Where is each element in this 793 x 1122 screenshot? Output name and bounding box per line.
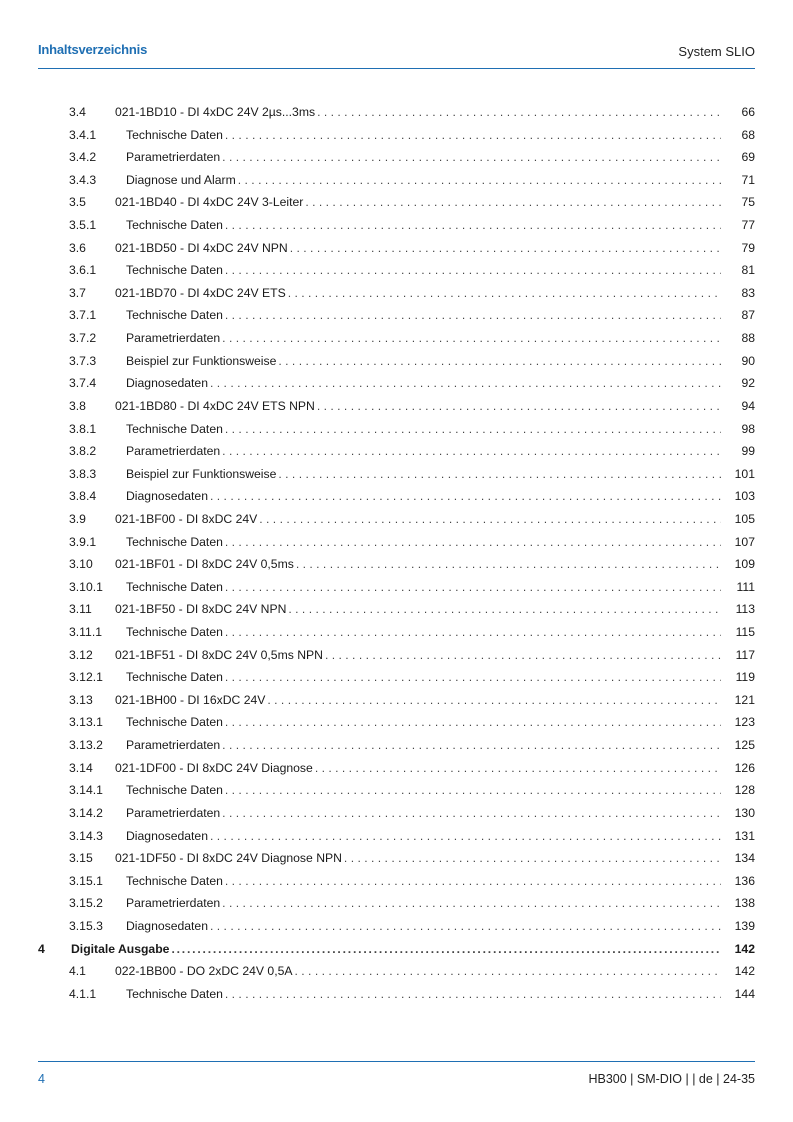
toc-dot-leader [225,418,721,441]
toc-entry-title-wrap [115,689,721,712]
toc-entry-title-wrap [115,960,721,983]
toc-entry-page[interactable]: 126 [734,760,755,775]
toc-entry-number: 4.1 [69,964,86,979]
toc-entry-number: 3.7.4 [69,376,97,391]
toc-entry-title[interactable]: Diagnosedaten [126,918,208,933]
toc-entry-title-wrap [115,191,721,214]
toc-entry-title-wrap [126,169,721,192]
toc-entry-number: 3.15.1 [69,873,103,888]
toc-entry-page[interactable]: 90 [741,353,755,368]
toc-entry-page[interactable]: 98 [741,421,755,436]
toc-dot-leader [225,870,721,893]
toc-dot-leader [225,259,721,282]
toc-dot-leader [225,124,721,147]
toc-entry-number: 3.7.1 [69,308,97,323]
toc-dot-leader [225,576,721,599]
toc-entry-title-wrap [126,734,721,757]
toc-entry-page[interactable]: 75 [741,195,755,210]
toc-entry-title[interactable]: Parametrierdaten [126,331,221,346]
toc-entry[interactable] [38,463,755,486]
toc-entry-title-wrap [115,237,721,260]
toc-entry-number: 3.14.3 [69,828,103,843]
toc-entry-title-wrap [115,644,721,667]
toc-entry-number: 3.14.2 [69,805,103,820]
toc-entry-title-wrap [126,485,721,508]
toc-entry-title-wrap [126,915,721,938]
toc-entry-page[interactable]: 99 [741,444,755,459]
toc-entry[interactable] [38,666,755,689]
toc-entry-page[interactable]: 88 [741,331,755,346]
toc-entry-title[interactable]: 021-1DF00 - DI 8xDC 24V Diagnose [115,760,313,775]
toc-dot-leader [210,372,721,395]
toc-entry[interactable] [38,395,755,418]
toc-entry-number: 3.15 [69,851,93,866]
toc-entry-page[interactable]: 139 [734,918,755,933]
toc-entry-page[interactable]: 68 [741,127,755,142]
toc-entry-title[interactable]: Digitale Ausgabe [71,941,170,956]
toc-entry-title[interactable]: Technische Daten [126,534,223,549]
toc-entry-title[interactable]: 021-1BD70 - DI 4xDC 24V ETS [115,285,286,300]
toc-entry[interactable] [38,553,755,576]
toc-entry-number: 3.10.1 [69,579,103,594]
toc-entry[interactable] [38,531,755,554]
toc-entry-title[interactable]: Technische Daten [126,127,223,142]
header-divider [38,68,755,69]
toc-entry[interactable] [38,418,755,441]
toc-entry[interactable] [38,576,755,599]
toc-entry[interactable] [38,485,755,508]
toc-entry[interactable] [38,915,755,938]
toc-entry-title-wrap [126,666,721,689]
toc-dot-leader [288,282,721,305]
toc-entry-number: 3.5 [69,195,86,210]
toc-entry-page[interactable]: 113 [735,602,755,617]
toc-entry-page[interactable]: 125 [734,738,755,753]
toc-entry-page[interactable]: 94 [741,398,755,413]
toc-entry-page[interactable]: 69 [741,150,755,165]
toc-entry-number: 3.10 [69,557,93,572]
toc-entry-page[interactable]: 107 [734,534,755,549]
toc-dot-leader [222,440,721,463]
toc-entry[interactable] [38,214,755,237]
toc-entry[interactable] [38,508,755,531]
toc-dot-leader [225,304,721,327]
toc-entry-number: 3.13 [69,692,93,707]
toc-entry-title-wrap [126,327,721,350]
toc-entry-title-wrap [71,938,721,961]
toc-entry-page[interactable]: 92 [741,376,755,391]
toc-entry[interactable] [38,938,755,961]
toc-entry[interactable] [38,825,755,848]
toc-entry[interactable] [38,621,755,644]
toc-entry[interactable] [38,191,755,214]
toc-entry[interactable] [38,237,755,260]
toc-dot-leader [317,101,721,124]
toc-entry[interactable] [38,779,755,802]
toc-entry-title[interactable]: Technische Daten [126,625,223,640]
toc-entry-page[interactable]: 101 [734,466,755,481]
toc-entry-title[interactable]: 021-1BF01 - DI 8xDC 24V 0,5ms [115,557,294,572]
toc-dot-leader [305,191,721,214]
toc-entry-title-wrap [126,531,721,554]
toc-entry[interactable] [38,757,755,780]
toc-dot-leader [225,531,721,554]
toc-entry-title-wrap [126,440,721,463]
footer-divider [38,1061,755,1062]
table-of-contents [38,101,755,1005]
toc-entry-page[interactable]: 144 [734,986,755,1001]
toc-entry-page[interactable]: 138 [734,896,755,911]
toc-entry-number: 3.4.1 [69,127,97,142]
toc-entry-title[interactable]: 021-1BF50 - DI 8xDC 24V NPN [115,602,287,617]
toc-entry-number: 3.8.4 [69,489,97,504]
toc-entry-page[interactable]: 136 [734,873,755,888]
toc-entry-number: 3.8 [69,398,86,413]
toc-entry-title-wrap [126,779,721,802]
footer-doc-reference: HB300 | SM-DIO | | de | 24-35 [588,1072,755,1086]
toc-dot-leader [344,847,721,870]
toc-entry-number: 3.12.1 [69,670,103,685]
toc-entry-title[interactable]: Parametrierdaten [126,896,221,911]
product-name: System SLIO [678,44,755,59]
toc-dot-leader [225,711,721,734]
toc-entry-title[interactable]: Technische Daten [126,263,223,278]
toc-entry-title[interactable]: Parametrierdaten [126,150,221,165]
toc-dot-leader [222,892,721,915]
toc-entry-page[interactable]: 128 [734,783,755,798]
toc-entry-title-wrap [126,146,721,169]
toc-entry[interactable] [38,372,755,395]
toc-entry-title-wrap [126,214,721,237]
toc-entry-number: 3.9 [69,511,86,526]
toc-entry-number: 3.6 [69,240,86,255]
toc-entry[interactable] [38,983,755,1006]
toc-entry-title[interactable]: Diagnosedaten [126,489,208,504]
toc-entry-page[interactable]: 111 [736,579,755,594]
toc-dot-leader [225,621,721,644]
toc-entry-number: 3.6.1 [69,263,97,278]
toc-entry-title-wrap [126,892,721,915]
toc-entry-title[interactable]: 021-1BD40 - DI 4xDC 24V 3-Leiter [115,195,304,210]
toc-dot-leader [222,802,721,825]
toc-dot-leader [238,169,721,192]
toc-entry-number: 3.5.1 [69,218,97,233]
toc-entry-number: 3.7.2 [69,331,97,346]
toc-entry[interactable] [38,440,755,463]
toc-entry-title-wrap [126,372,721,395]
toc-entry-number: 3.4 [69,105,86,119]
toc-entry-title[interactable]: Technische Daten [126,218,223,233]
toc-entry-number: 3.14 [69,760,93,775]
toc-entry-number: 4.1.1 [69,986,97,1001]
toc-entry[interactable] [38,282,755,305]
toc-dot-leader [210,915,721,938]
toc-entry-number: 3.7 [69,285,86,300]
toc-entry-title-wrap [126,304,721,327]
toc-entry-number: 3.13.1 [69,715,103,730]
toc-entry-title[interactable]: Diagnose und Alarm [126,172,236,187]
toc-entry-page[interactable]: 115 [735,625,755,640]
toc-entry[interactable] [38,304,755,327]
footer-page-number: 4 [38,1072,45,1086]
toc-dot-leader [278,463,721,486]
toc-entry[interactable] [38,598,755,621]
toc-entry-page[interactable]: 87 [741,308,755,323]
toc-dot-leader [222,734,721,757]
toc-entry-number: 3.8.3 [69,466,97,481]
toc-entry-page[interactable]: 142 [734,964,755,979]
toc-entry-page[interactable]: 83 [741,285,755,300]
toc-entry-title-wrap [126,259,721,282]
toc-entry-title-wrap [126,802,721,825]
toc-entry-page[interactable]: 105 [734,511,755,526]
toc-entry-title-wrap [126,350,721,373]
toc-dot-leader [296,553,721,576]
toc-dot-leader [225,666,721,689]
toc-entry[interactable] [38,169,755,192]
toc-entry-page[interactable]: 130 [734,805,755,820]
toc-dot-leader [210,485,721,508]
toc-entry-title-wrap [126,825,721,848]
toc-entry-page[interactable]: 121 [734,692,755,707]
toc-entry-title-wrap [126,983,721,1006]
toc-dot-leader [278,350,721,373]
toc-entry-title[interactable]: Parametrierdaten [126,444,221,459]
toc-entry-title[interactable]: Technische Daten [126,670,223,685]
toc-dot-leader [210,825,721,848]
toc-entry-title[interactable]: Technische Daten [126,579,223,594]
toc-entry[interactable] [38,960,755,983]
toc-dot-leader [225,983,721,1006]
toc-entry[interactable] [38,146,755,169]
toc-entry-title-wrap [126,711,721,734]
toc-entry-title-wrap [126,463,721,486]
toc-dot-leader [290,237,721,260]
toc-entry-number: 3.4.3 [69,172,97,187]
toc-dot-leader [222,146,721,169]
toc-entry-number: 3.4.2 [69,150,97,165]
toc-dot-leader [317,395,721,418]
toc-entry[interactable] [38,892,755,915]
toc-entry-number: 3.13.2 [69,738,103,753]
toc-dot-leader [315,757,721,780]
toc-entry-title[interactable]: Diagnosedaten [126,376,208,391]
toc-entry-title[interactable]: 021-1DF50 - DI 8xDC 24V Diagnose NPN [115,851,342,866]
toc-entry-number: 3.8.2 [69,444,97,459]
toc-entry[interactable] [38,101,755,124]
toc-entry-number: 3.14.1 [69,783,103,798]
toc-dot-leader [225,779,721,802]
toc-entry-page[interactable]: 117 [735,647,755,662]
toc-entry-title-wrap [126,621,721,644]
toc-dot-leader [288,598,721,621]
toc-entry-number: 3.8.1 [69,421,97,436]
toc-entry-title-wrap [126,418,721,441]
toc-dot-leader [325,644,721,667]
toc-entry[interactable] [38,689,755,712]
toc-entry-title-wrap [115,395,721,418]
toc-entry-title[interactable]: Beispiel zur Funktionsweise [126,353,277,368]
toc-dot-leader [267,689,721,712]
toc-dot-leader [171,938,721,961]
toc-entry-title[interactable]: Technische Daten [126,715,223,730]
toc-entry-title[interactable]: Parametrierdaten [126,738,221,753]
toc-dot-leader [225,214,721,237]
toc-entry-page[interactable]: 77 [741,218,755,233]
toc-entry-title-wrap [115,101,721,124]
toc-entry-page[interactable]: 131 [734,828,755,843]
toc-entry-title[interactable]: Technische Daten [126,783,223,798]
toc-entry[interactable] [38,802,755,825]
toc-entry[interactable] [38,847,755,870]
toc-entry-number: 3.15.2 [69,896,103,911]
toc-entry-number: 4 [38,941,45,956]
toc-entry-page[interactable]: 71 [741,172,755,187]
toc-entry[interactable] [38,350,755,373]
toc-entry-title[interactable]: 021-1BF51 - DI 8xDC 24V 0,5ms NPN [115,647,323,662]
toc-entry-title[interactable]: 021-1BH00 - DI 16xDC 24V [115,692,266,707]
toc-dot-leader [259,508,721,531]
toc-entry-number: 3.7.3 [69,353,97,368]
toc-entry-title-wrap [126,576,721,599]
toc-entry-number: 3.11 [69,602,92,617]
toc-entry-page[interactable]: 79 [741,240,755,255]
toc-entry-title[interactable]: 022-1BB00 - DO 2xDC 24V 0,5A [115,964,293,979]
toc-entry[interactable] [38,259,755,282]
toc-entry-title[interactable]: Diagnosedaten [126,828,208,843]
toc-entry-page[interactable]: 119 [735,670,755,685]
toc-entry[interactable] [38,870,755,893]
toc-entry-title[interactable]: Technische Daten [126,421,223,436]
toc-entry-title[interactable]: Parametrierdaten [126,805,221,820]
toc-entry-title-wrap [115,598,721,621]
toc-entry-title-wrap [115,282,721,305]
toc-entry-page[interactable]: 103 [734,489,755,504]
toc-entry-number: 3.12 [69,647,93,662]
toc-entry-page[interactable]: 66 [741,105,755,119]
toc-entry-title-wrap [126,870,721,893]
toc-entry[interactable] [38,644,755,667]
toc-entry-title-wrap [126,124,721,147]
toc-entry-title[interactable]: Technische Daten [126,986,223,1001]
toc-entry[interactable] [38,327,755,350]
toc-entry-number: 3.15.3 [69,918,103,933]
toc-entry-number: 3.9.1 [69,534,97,549]
toc-entry-title[interactable]: Technische Daten [126,873,223,888]
toc-entry[interactable] [38,711,755,734]
toc-entry-title[interactable]: Technische Daten [126,308,223,323]
toc-entry-page[interactable]: 142 [734,941,755,956]
toc-dot-leader [295,960,722,983]
toc-entry[interactable] [38,734,755,757]
toc-entry-title-wrap [115,847,721,870]
toc-entry-title[interactable]: 021-1BD50 - DI 4xDC 24V NPN [115,240,288,255]
toc-entry-title[interactable]: 021-1BD10 - DI 4xDC 24V 2µs...3ms [115,105,316,119]
toc-entry-page[interactable]: 109 [734,557,755,572]
page-header-title: Inhaltsverzeichnis [38,42,148,57]
toc-entry-number: 3.11.1 [69,625,102,640]
toc-entry-page[interactable]: 81 [741,263,755,278]
toc-dot-leader [222,327,721,350]
toc-entry-title-wrap [115,553,721,576]
toc-entry-title[interactable]: 021-1BD80 - DI 4xDC 24V ETS NPN [115,398,315,413]
toc-entry-page[interactable]: 123 [734,715,755,730]
toc-entry-title-wrap [115,757,721,780]
toc-entry-title-wrap [115,508,721,531]
toc-entry-title[interactable]: Beispiel zur Funktionsweise [126,466,277,481]
toc-entry-page[interactable]: 134 [734,851,755,866]
toc-entry[interactable] [38,124,755,147]
toc-entry-title[interactable]: 021-1BF00 - DI 8xDC 24V [115,511,258,526]
